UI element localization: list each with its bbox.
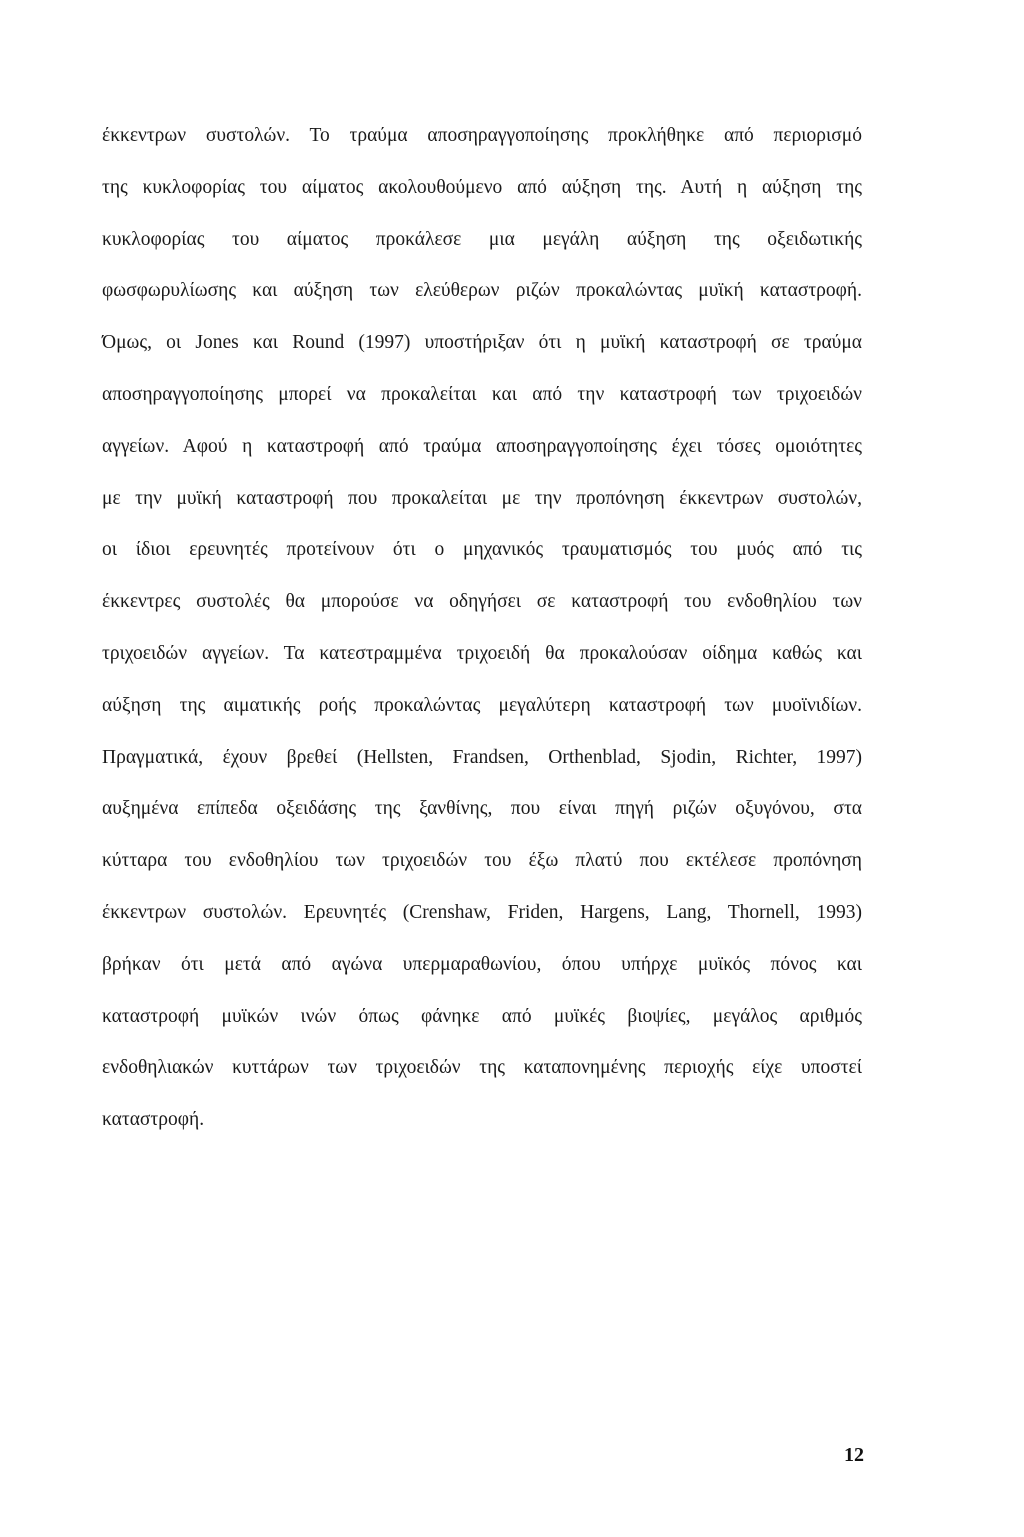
text-line: Όμως, οι Jones και Round (1997) υποστήριξαν ότι η μυϊκή καταστροφή σε τραύμα [102,332,862,354]
text-line: αύξηση της αιματικής ροής προκαλώντας μεγαλύτερη καταστροφή των μυοϊνιδίων. [102,694,862,716]
text-line: οι ίδιοι ερευνητές προτείνουν ότι ο μηχανικός τραυματισμός του μυός από τις [102,539,862,561]
text-line: αποσηραγγοποίησης μπορεί να προκαλείται και από την καταστροφή των τριχοειδών [102,383,862,405]
text-line: έκκεντρων συστολών. Το τραύμα αποσηραγγοποίησης προκλήθηκε από περιορισμό [102,125,862,146]
text-line: βρήκαν ότι μετά από αγώνα υπερμαραθωνίου, όπου υπήρχε μυϊκός πόνος και [102,953,862,975]
page-number: 12 [844,1444,864,1466]
text-line: της κυκλοφορίας του αίματος ακολουθούμενο από αύξηση της. Αυτή η αύξηση της [102,176,862,198]
text-line: φωσφωρυλίωσης και αύξηση των ελεύθερων ριζών προκαλώντας μυϊκή καταστροφή. [102,280,862,302]
body-paragraph [102,116,862,1152]
text-line: αγγείων. Αφού η καταστροφή από τραύμα αποσηραγγοποίησης έχει τόσες ομοιότητες [102,435,862,457]
text-line: καταστροφή μυϊκών ινών όπως φάνηκε από μυϊκές βιοψίες, μεγάλος αριθμός [102,1005,862,1027]
text-line: έκκεντρες συστολές θα μπορούσε να οδηγήσει σε καταστροφή του ενδοθηλίου των [102,591,862,613]
text-line: τριχοειδών αγγείων. Τα κατεστραμμένα τριχοειδή θα προκαλούσαν οίδημα καθώς και [102,642,862,664]
text-line: ενδοθηλιακών κυττάρων των τριχοειδών της καταπονημένης περιοχής είχε υποστεί [102,1057,862,1079]
text-line: έκκεντρων συστολών. Ερευνητές (Crenshaw, Friden, Hargens, Lang, Thornell, 1993) [102,901,862,923]
text-line: αυξημένα επίπεδα οξειδάσης της ξανθίνης, που είναι πηγή ριζών οξυγόνου, στα [102,798,862,820]
text-line: καταστροφή. [102,1109,205,1131]
text-line: Πραγματικά, έχουν βρεθεί (Hellsten, Frandsen, Orthenblad, Sjodin, Richter, 1997) [102,746,862,768]
text-line: με την μυϊκή καταστροφή που προκαλείται με την προπόνηση έκκεντρων συστολών, [102,487,862,509]
text-line: κυκλοφορίας του αίματος προκάλεσε μια μεγάλη αύξηση της οξειδωτικής [102,228,862,250]
text-line: κύτταρα του ενδοθηλίου των τριχοειδών του έξω πλατύ που εκτέλεσε προπόνηση [102,850,862,872]
